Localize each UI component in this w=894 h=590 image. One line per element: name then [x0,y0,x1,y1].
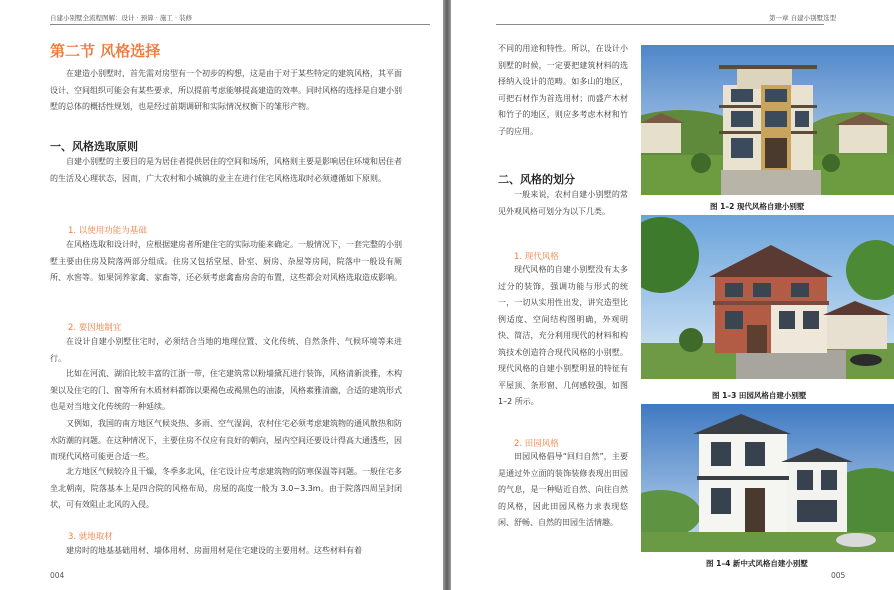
header-rule [50,24,430,25]
subheading-modern: 1. 现代风格 [514,252,559,262]
photo-new-chinese-villa [641,404,894,552]
header-rule-right [496,24,824,25]
heading-style-division: 二、风格的划分 [498,173,575,186]
subheading-material: 3. 就地取材 [68,532,113,542]
local-paragraph-3: 又例如，我国的南方地区气候炎热、多雨、空气湿润，农村住宅必须考虑建筑物的通风散热和防水防潮的问题。在这种情况下，主要住房不仅应有良好的朝向，屋内空间还要设计得高大通透些，因而现代风格可能更合适一些。 [50,419,402,461]
continued-paragraph: 不同的用途和特性。所以，在设计小别墅的时候，一定要把建筑材料的选择纳入设计的范畴。如多山的地区，可把石材作为首选用材；而盛产木材和竹子的地区，则应多考虑木材和竹子的应用。 [498,44,628,136]
running-head-left: 自建小别墅全流程图解：设计 · 预算 · 施工 · 装修 [50,14,193,22]
photo-modern-villa [641,45,894,195]
book-gutter [443,0,451,590]
subheading-local: 2. 要因地制宜 [68,323,122,333]
intro-paragraph: 在建造小别墅时，首先需对房型有一个初步的构想，这是由于对于某些特定的建筑风格，其平面设计、空间组织可能会有某些要求，所以提前考虑能够提高建造的效率。同时风格的选择是自建小别墅的总体的概括性规划，也是经过前期调研和实际情况权衡下的雏形产物。 [50,69,402,111]
subheading-function: 1. 以使用功能为基础 [68,226,147,236]
page-number-left: 004 [50,571,65,580]
pastoral-paragraph: 田园风格倡导“回归自然”，主要是通过外立面的装饰装修表现出田园的气息，是一种贴近自然、向往自然的风格，因此田园风格力求表现悠闲、舒畅、自然的田园生活情趣。 [498,452,628,527]
local-paragraph-2: 比如在河流、湖泊比较丰富的江浙一带，住宅建筑常以粉墙黛瓦进行装饰，风格清新淡雅，木构架以及住宅的门、窗等所有木质材料都饰以栗褐色或褐黑色的油漆，风格素雅清幽，合适的建筑形式也是对当地文化传统的一种延续。 [50,369,402,411]
left-page [0,0,443,590]
running-head-right: 第一章 自建小别墅选型 [769,14,837,22]
page-number-right: 005 [831,571,846,580]
principles-paragraph: 自建小别墅的主要目的是为居住者提供居住的空间和场所，风格则主要是影响居住环境和居住者的生活及心理状态，因而，广大农村和小城镇的业主在进行住宅风格选取时必须遵循如下原则。 [50,157,402,183]
division-paragraph: 一般来说，农村自建小别墅的常见外观风格可划分为以下几类。 [498,190,628,216]
local-paragraph-4: 北方地区气候较冷且干燥，冬季多北风，住宅设计应考虑建筑物的防寒保温等问题。一般住宅多坐北朝南，院落基本上是四合院的风格布局，房屋的高度一般为 3.0~3.3m。由于院落四周呈封闭状，可有效阻止北风的入侵。 [50,467,402,509]
subheading-pastoral: 2. 田园风格 [514,439,559,449]
caption-figure-1-4: 图 1–4 新中式风格自建小别墅 [706,559,808,568]
caption-figure-1-3: 图 1–3 田园风格自建小别墅 [712,391,807,400]
material-paragraph: 建房时的地基基础用材、墙体用材、房面用材是住宅建设的主要用材。这些材料有着 [66,546,362,555]
photo-pastoral-villa [641,215,894,379]
function-paragraph: 在风格选取和设计时，应根据建房者所建住宅的实际功能来确定。一般情况下，一套完整的小别墅主要由住房及院落两部分组成。住房又包括堂屋、卧室、厨房、杂屋等房间，院落中一般设有厕所、水窖等。如果饲养家禽、家畜等，还必须考虑禽畜房舍的布置，这些都会对风格选取造成影响。 [50,240,402,282]
heading-style-principles: 一、风格选取原则 [50,140,138,153]
section-title: 第二节 风格选择 [50,42,161,60]
local-paragraph-1: 在设计自建小别墅住宅时，必须结合当地的地理位置、文化传统、自然条件、气候环境等来进行。 [50,337,402,363]
caption-figure-1-2: 图 1–2 现代风格自建小别墅 [710,202,805,211]
modern-paragraph: 现代风格的自建小别墅没有太多过分的装饰，强调功能与形式的统一，一切从实用性出发，讲究造型比例适度、空间结构图明确，外观明快、简洁，充分利用现代的材料和构筑技术创造符合现代风格的小别墅。现代风格的自建小别墅明显的特征有平屋顶、条形窗、几何感较强，如图 1–2 所示。 [498,265,628,406]
